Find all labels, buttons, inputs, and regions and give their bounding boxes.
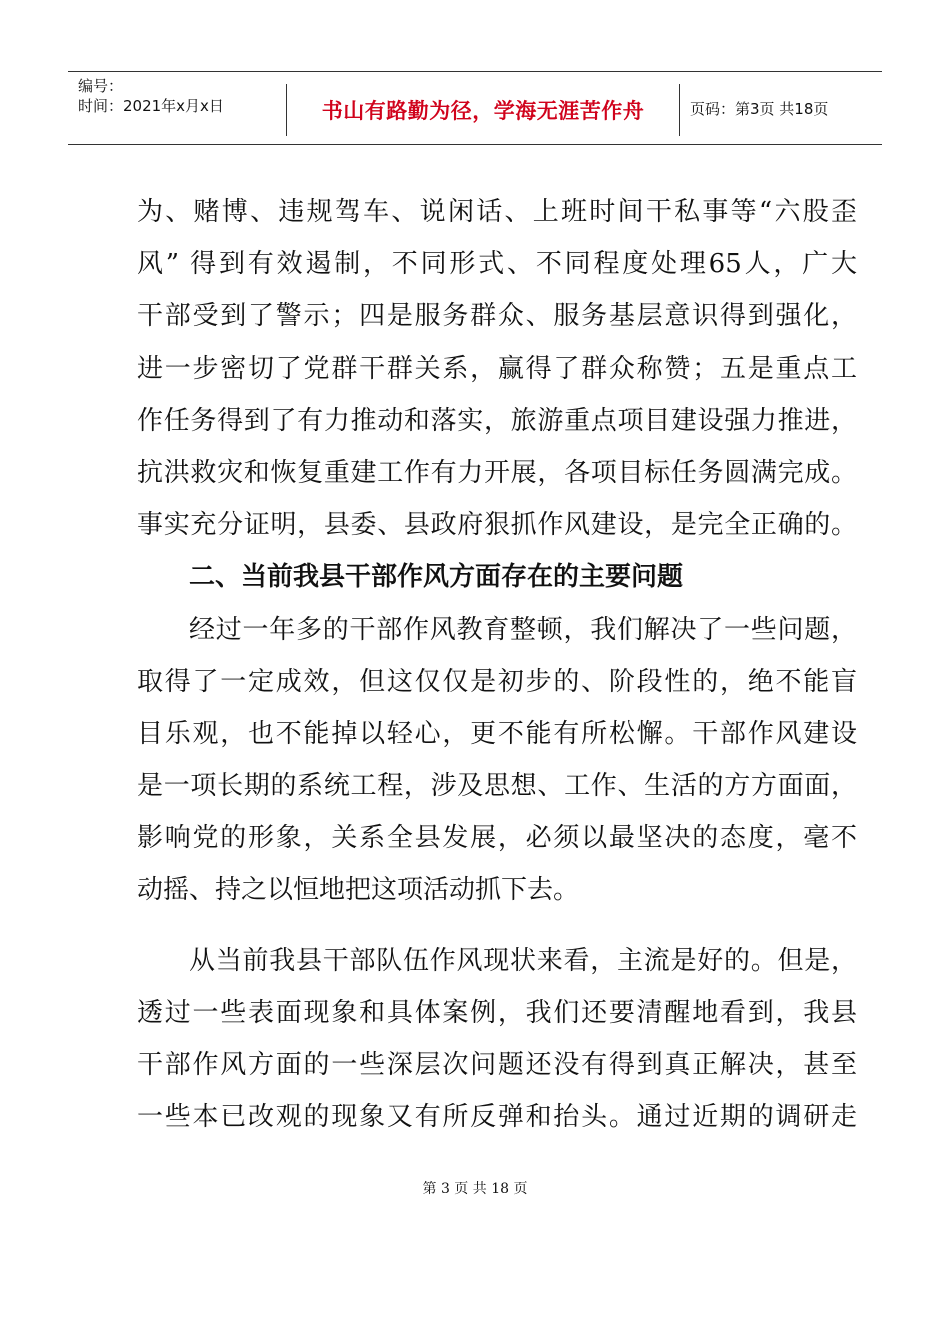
- section-heading: 二、当前我县干部作风方面存在的主要问题: [189, 562, 684, 593]
- body-line: 透过一些表面现象和具体案例，我们还要清醒地看到，我县: [137, 997, 857, 1028]
- body-line: 取得了一定成效，但这仅仅是初步的、阶段性的，绝不能盲: [137, 666, 857, 697]
- header-meta: [78, 76, 224, 116]
- header-motto-box: [286, 84, 680, 136]
- page-footer: 第 3 页 共 18 页: [422, 1181, 528, 1197]
- document-body: [137, 186, 857, 1143]
- body-line: 为、赌博、违规驾车、说闲话、上班时间干私事等“六股歪: [137, 197, 857, 227]
- body-line: 进一步密切了党群干群关系，赢得了群众称赞；五是重点工: [137, 353, 857, 384]
- header-top-rule: [68, 71, 882, 72]
- body-line: 干部受到了警示；四是服务群众、服务基层意识得到强化，: [137, 301, 857, 332]
- body-line: 从当前我县干部队伍作风现状来看，主流是好的。但是，: [189, 945, 857, 976]
- document-number-label: 编号：: [78, 77, 124, 95]
- body-line: 干部作风方面的一些深层次问题还没有得到真正解决，甚至: [137, 1050, 857, 1080]
- body-line: 一些本已改观的现象又有所反弹和抬头。通过近期的调研走: [137, 1102, 857, 1133]
- body-line: 事实充分证明，县委、县政府狠抓作风建设，是完全正确的。: [137, 510, 857, 541]
- paragraph-gap: [137, 917, 857, 935]
- header-motto: 书山有路勤为径，学海无涯苦作舟: [321, 99, 645, 123]
- header-bottom-rule: [68, 144, 882, 145]
- body-line: 动摇、持之以恒地把这项活动抓下去。: [137, 875, 580, 906]
- body-line: 是一项长期的系统工程，涉及思想、工作、生活的方方面面，: [137, 771, 857, 802]
- body-line: 影响党的形象，关系全县发展，必须以最坚决的态度，毫不: [137, 823, 857, 854]
- body-line: 风” 得到有效遏制，不同形式、不同程度处理65人，广大: [137, 249, 857, 280]
- document-date-label: 时间：2021年x月x日: [78, 97, 224, 115]
- header-page-info: 页码：第3页 共18页: [690, 100, 829, 118]
- body-line: 目乐观，也不能掉以轻心，更不能有所松懈。干部作风建设: [137, 718, 857, 749]
- body-line: 作任务得到了有力推动和落实，旅游重点项目建设强力推进，: [137, 405, 857, 436]
- body-line: 抗洪救灾和恢复重建工作有力开展，各项目标任务圆满完成。: [137, 457, 857, 488]
- body-line: 经过一年多的干部作风教育整顿，我们解决了一些问题，: [189, 614, 857, 645]
